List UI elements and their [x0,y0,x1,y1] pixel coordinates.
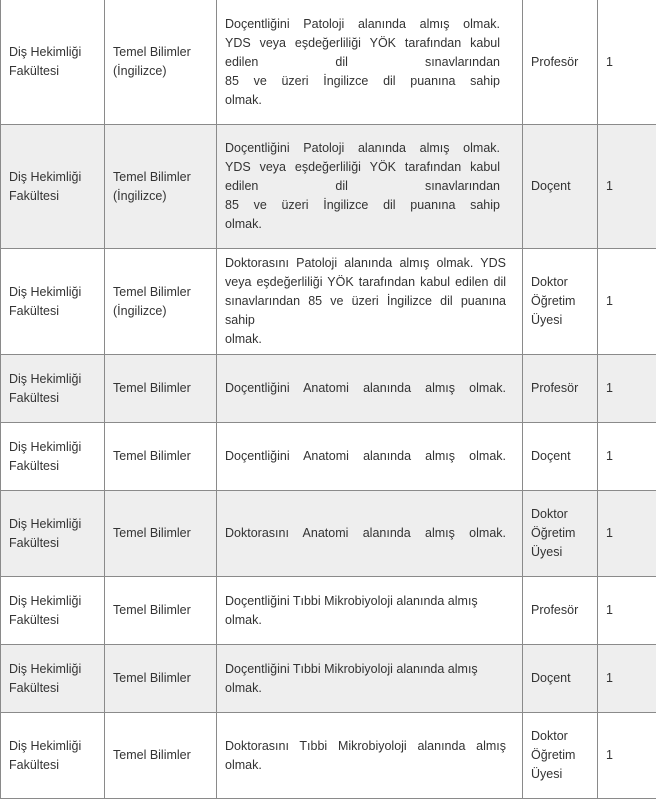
description-cell [217,125,523,249]
description-line: veya eşdeğerliliği YÖK tarafından kabul edilen dil [225,273,506,292]
table-row [1,645,656,713]
description-line: olmak. [225,215,500,234]
description-line: edilen dil sınavlarından [225,53,500,72]
faculty-cell: Diş Hekimliği Fakültesi [1,423,105,491]
department-cell: Temel Bilimler (İngilizce) [105,125,217,249]
title-cell: Doçent [523,645,598,713]
title-cell: Doktor Öğretim Üyesi [523,713,598,799]
table-row [1,423,656,491]
title-cell: Profesör [523,577,598,645]
count-cell: 1 [598,713,656,799]
description-cell [217,423,523,491]
positions-table-body [1,0,656,799]
table-row [1,0,656,125]
description-line: Doçentliğini Patoloji alanında almış olmak. [225,139,500,158]
title-cell: Doçent [523,125,598,249]
table-row [1,125,656,249]
title-cell: Doktor Öğretim Üyesi [523,249,598,355]
department-cell: Temel Bilimler [105,355,217,423]
description-cell [217,0,523,125]
count-cell: 1 [598,0,656,125]
description-cell [217,713,523,799]
department-cell: Temel Bilimler [105,577,217,645]
description-line: olmak. [225,679,506,698]
description-line: olmak. [225,91,500,110]
description-line: 85 ve üzeri İngilizce dil puanına sahip [225,72,500,91]
count-cell: 1 [598,645,656,713]
description-line: sınavlarından 85 ve üzeri İngilizce dil puanına sahip [225,292,506,330]
description-line: Doçentliğini Patoloji alanında almış olmak. [225,15,500,34]
faculty-cell: Diş Hekimliği Fakültesi [1,713,105,799]
faculty-cell: Diş Hekimliği Fakültesi [1,577,105,645]
description-cell [217,577,523,645]
description-line: Doçentliğini Anatomi alanında almış olmak. [225,447,506,466]
description-line: edilen dil sınavlarından [225,177,500,196]
department-cell: Temel Bilimler [105,491,217,577]
table-row [1,249,656,355]
faculty-cell: Diş Hekimliği Fakültesi [1,0,105,125]
faculty-cell: Diş Hekimliği Fakültesi [1,249,105,355]
description-line: olmak. [225,611,506,630]
title-cell: Profesör [523,0,598,125]
description-line: Doktorasını Patoloji alanında almış olmak. YDS [225,254,506,273]
faculty-cell: Diş Hekimliği Fakültesi [1,125,105,249]
description-line: olmak. [225,756,506,775]
department-cell: Temel Bilimler [105,645,217,713]
description-line: YDS veya eşdeğerliliği YÖK tarafından kabul [225,158,500,177]
count-cell: 1 [598,125,656,249]
description-line: Doçentliğini Tıbbi Mikrobiyoloji alanında almış [225,660,506,679]
table-row [1,491,656,577]
description-cell [217,355,523,423]
description-line: YDS veya eşdeğerliliği YÖK tarafından kabul [225,34,500,53]
title-cell: Profesör [523,355,598,423]
description-line: Doçentliğini Anatomi alanında almış olmak. [225,379,506,398]
department-cell: Temel Bilimler [105,423,217,491]
count-cell: 1 [598,355,656,423]
title-cell: Doçent [523,423,598,491]
description-cell [217,249,523,355]
department-cell: Temel Bilimler (İngilizce) [105,249,217,355]
department-cell: Temel Bilimler (İngilizce) [105,0,217,125]
department-cell: Temel Bilimler [105,713,217,799]
count-cell: 1 [598,577,656,645]
description-line: Doçentliğini Tıbbi Mikrobiyoloji alanında almış [225,592,506,611]
description-line: Doktorasını Anatomi alanında almış olmak. [225,524,506,543]
table-row [1,577,656,645]
count-cell: 1 [598,249,656,355]
description-cell [217,645,523,713]
description-line: Doktorasını Tıbbi Mikrobiyoloji alanında almış [225,737,506,756]
table-row [1,355,656,423]
description-cell [217,491,523,577]
faculty-cell: Diş Hekimliği Fakültesi [1,355,105,423]
description-line: 85 ve üzeri İngilizce dil puanına sahip [225,196,500,215]
count-cell: 1 [598,423,656,491]
faculty-cell: Diş Hekimliği Fakültesi [1,645,105,713]
description-line: olmak. [225,330,506,349]
table-row [1,713,656,799]
faculty-cell: Diş Hekimliği Fakültesi [1,491,105,577]
count-cell: 1 [598,491,656,577]
title-cell: Doktor Öğretim Üyesi [523,491,598,577]
